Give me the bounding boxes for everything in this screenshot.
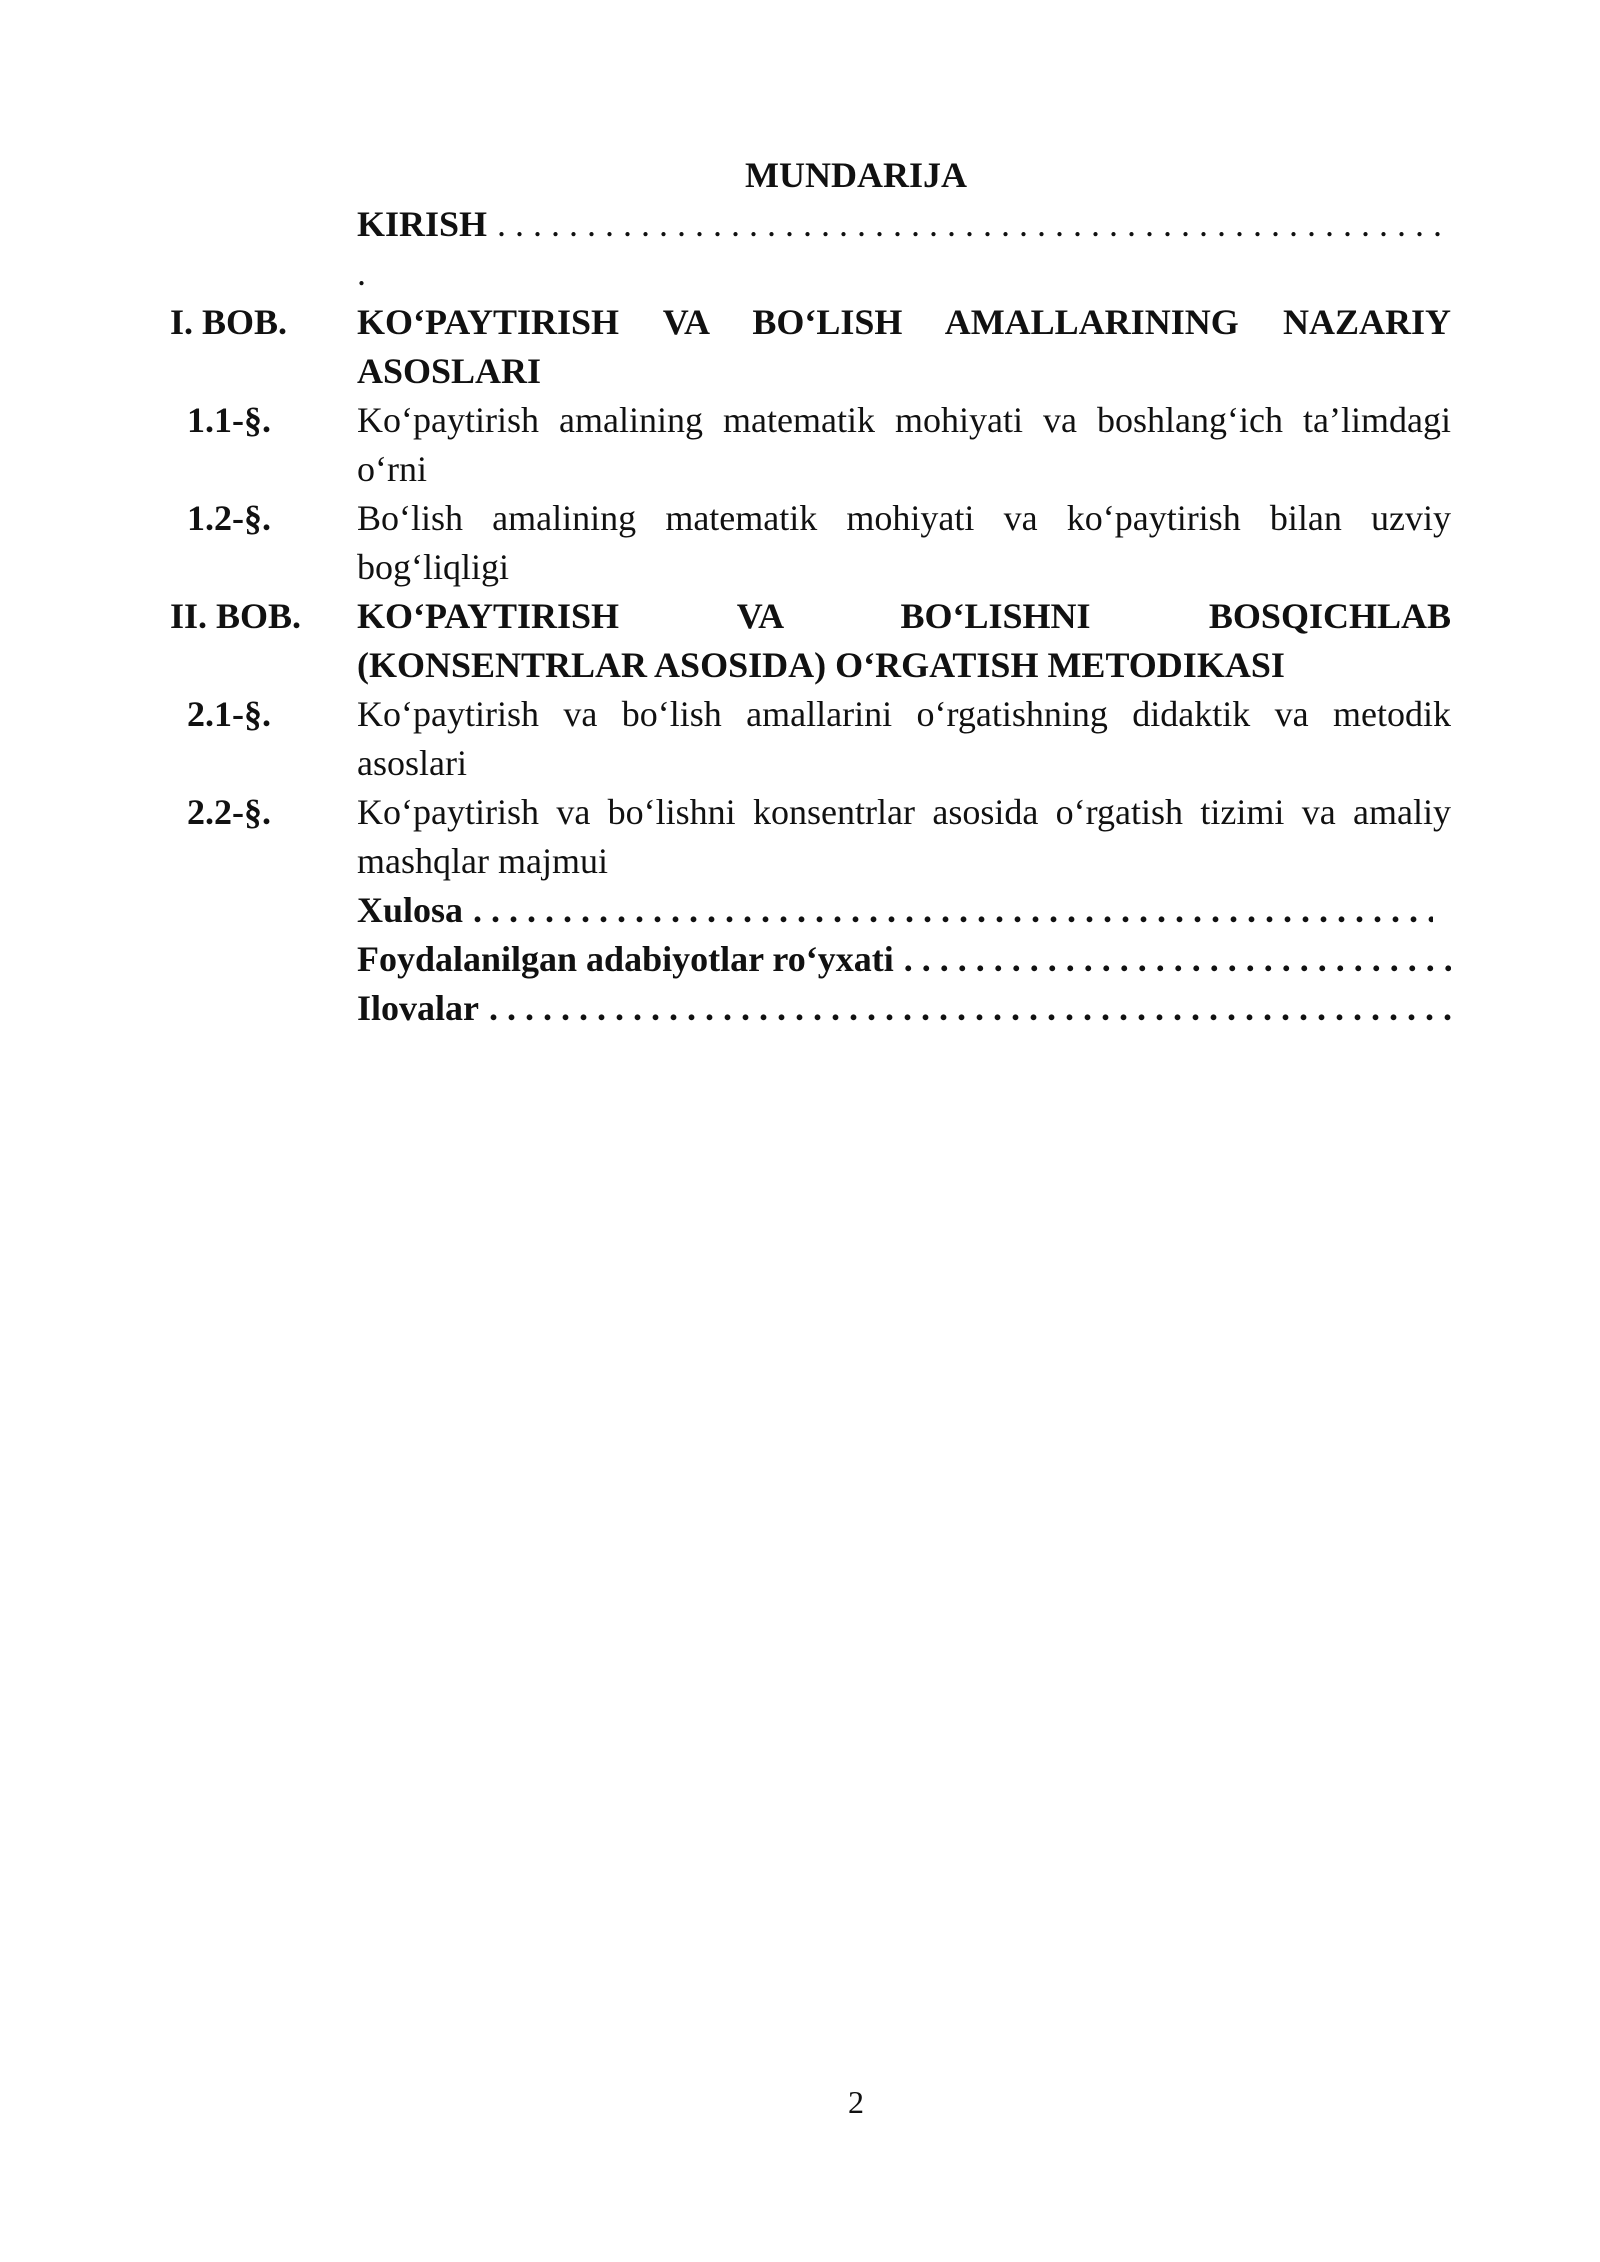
toc-entry-text-line-2: (KONSENTRLAR ASOSIDA) O‘RGATISH METODIKASI xyxy=(357,645,1285,685)
toc-entry-xulosa[interactable] xyxy=(170,886,1451,935)
toc-entry-text: Ko‘paytirish amalining matematik mohiyati va boshlang‘ich ta’limdagi o‘rni xyxy=(357,400,1451,489)
toc-entry-ilovalar[interactable] xyxy=(170,984,1451,1033)
toc-entry-label: Ilovalar xyxy=(357,988,479,1028)
toc-entry-label: Foydalanilgan adabiyotlar ro‘yxati xyxy=(357,939,894,979)
toc-entry-section-2-1[interactable] xyxy=(170,690,1451,788)
page-title: MUNDARIJA xyxy=(745,155,967,195)
toc-entry-text xyxy=(357,984,1451,1033)
toc-entry-text: Ko‘paytirish va bo‘lish amallarini o‘rgatishning didaktik va metodik asoslari xyxy=(357,694,1451,783)
page-number: 2 xyxy=(848,2084,864,2120)
toc-entry-chapter-2[interactable] xyxy=(170,592,1451,690)
toc-entry-label: KIRISH xyxy=(357,204,488,244)
toc-entry-text: KO‘PAYTIRISH VA BO‘LISH AMALLARINING NAZARIY ASOSLARI xyxy=(357,302,1451,391)
toc-number: 1.1-§. xyxy=(187,400,271,440)
toc-entry-text xyxy=(357,592,1451,690)
dot-leader xyxy=(497,200,1451,249)
stray-dot: . xyxy=(357,253,366,293)
toc-number: 2.2-§. xyxy=(187,792,271,832)
toc-entry-text: Ko‘paytirish va bo‘lishni konsentrlar asosida o‘rgatish tizimi va amaliy mashqlar majmui xyxy=(357,792,1451,881)
toc-entry-section-1-2[interactable] xyxy=(170,494,1451,592)
toc-entry-text xyxy=(357,886,1451,935)
toc-entry-kirish[interactable] xyxy=(170,200,1451,249)
table-of-contents xyxy=(170,200,1451,1033)
toc-number: 2.1-§. xyxy=(187,694,271,734)
toc-number: 1.2-§. xyxy=(187,498,271,538)
toc-entry-text: Bo‘lish amalining matematik mohiyati va ko‘paytirish bilan uzviy bog‘liqligi xyxy=(357,498,1451,587)
toc-number: I. BOB. xyxy=(170,302,288,342)
toc-entry-adabiyotlar[interactable] xyxy=(170,935,1451,984)
toc-entry-label: Xulosa xyxy=(357,890,464,930)
dot-leader xyxy=(489,984,1451,1033)
dot-leader xyxy=(473,886,1433,935)
dot-leader xyxy=(904,935,1451,984)
toc-number: II. BOB. xyxy=(170,596,302,636)
toc-entry-text xyxy=(357,935,1451,984)
toc-entry-section-2-2[interactable] xyxy=(170,788,1451,886)
toc-entry-chapter-1[interactable] xyxy=(170,298,1451,396)
toc-entry-section-1-1[interactable] xyxy=(170,396,1451,494)
toc-entry-text xyxy=(357,200,1451,249)
toc-entry-text-line-1: KO‘PAYTIRISH VA BO‘LISHNI BOSQICHLAB xyxy=(357,596,1451,636)
